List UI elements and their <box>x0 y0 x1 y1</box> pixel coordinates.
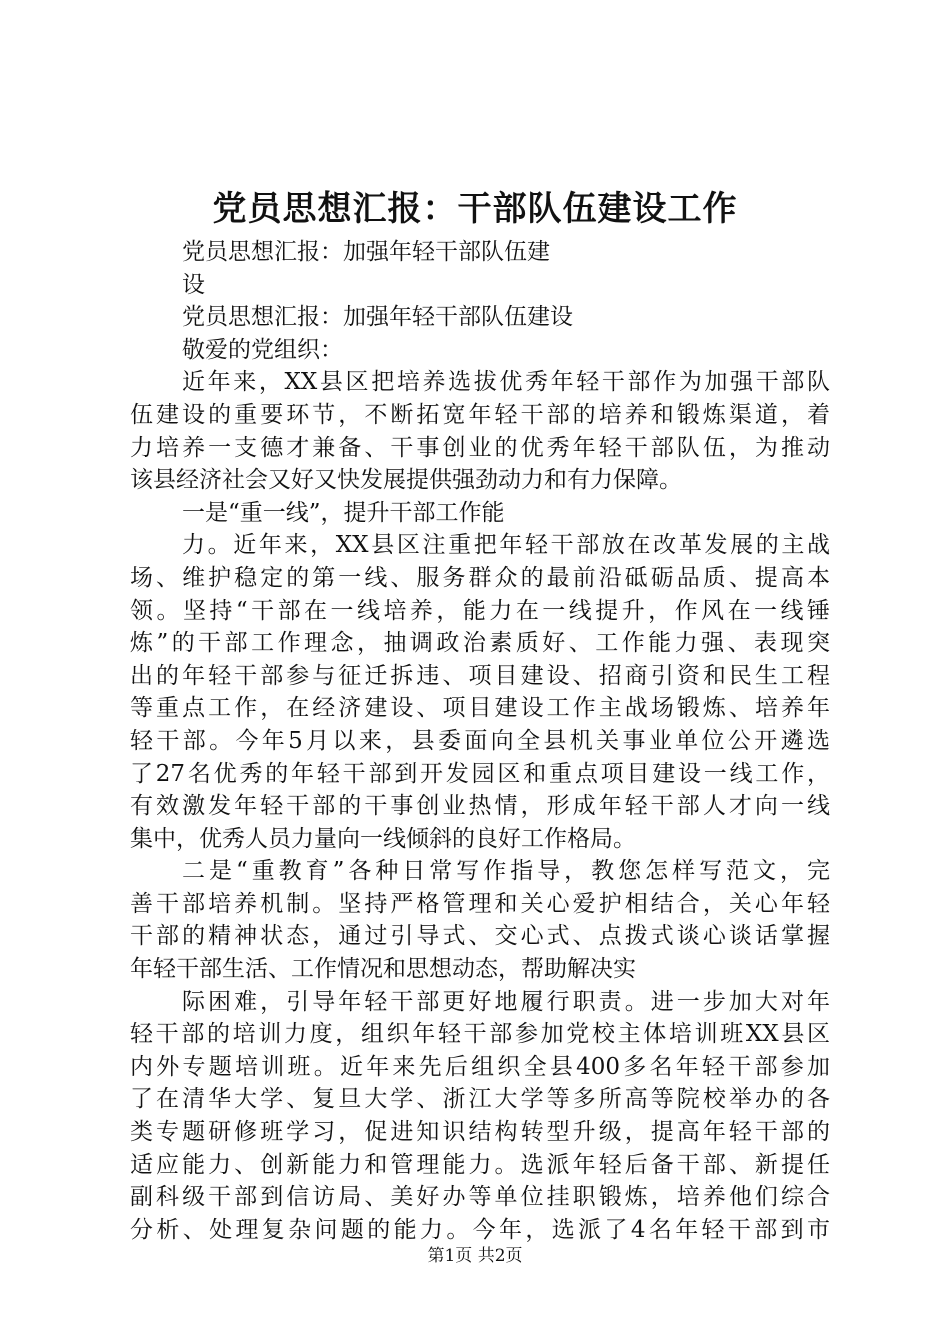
text-line: 党员思想汇报：加强年轻干部队伍建设 <box>182 304 573 331</box>
page-footer: 第1页 共2页 <box>427 1246 523 1266</box>
text-line: 适应能力、创新能力和管理能力。选派年轻后备干部、新提任 <box>130 1151 830 1178</box>
text-line: 力。近年来，XX县区注重把年轻干部放在改革发展的主战 <box>182 532 830 559</box>
text-line: 有效激发年轻干部的干事创业热情，形成年轻干部人才向一线 <box>130 793 830 820</box>
text-line: 等重点工作，在经济建设、项目建设工作主战场锻炼、培养年 <box>130 695 830 722</box>
text-line: 二是“重教育”各种日常写作指导，教您怎样写范文，完 <box>182 858 830 885</box>
text-line: 设 <box>182 271 205 298</box>
text-line: 出的年轻干部参与征迁拆违、项目建设、招商引资和民生工程 <box>130 662 830 689</box>
text-line: 近年来，XX县区把培养选拔优秀年轻干部作为加强干部队 <box>182 369 830 396</box>
text-line: 善干部培养机制。坚持严格管理和关心爱护相结合，关心年轻 <box>130 890 830 917</box>
text-line: 力培养一支德才兼备、干事创业的优秀年轻干部队伍，为推动 <box>130 434 830 461</box>
text-line: 分析、处理复杂问题的能力。今年，选派了4名年轻干部到市 <box>130 1216 830 1243</box>
text-line: 该县经济社会又好又快发展提供强劲动力和有力保障。 <box>130 467 682 494</box>
text-line: 轻干部的培训力度，组织年轻干部参加党校主体培训班XX县区 <box>130 1021 830 1048</box>
text-line: 敬爱的党组织： <box>182 336 343 363</box>
text-line: 领。坚持“干部在一线培养，能力在一线提升，作风在一线锤 <box>130 597 830 624</box>
text-line: 党员思想汇报：加强年轻干部队伍建 <box>182 239 550 265</box>
text-line: 际困难，引导年轻干部更好地履行职责。进一步加大对年 <box>182 988 830 1015</box>
text-line: 了27名优秀的年轻干部到开发园区和重点项目建设一线工作， <box>130 760 830 787</box>
text-line: 场、维护稳定的第一线、服务群众的最前沿砥砺品质、提高本 <box>130 564 830 591</box>
text-line: 了在清华大学、复旦大学、浙江大学等多所高等院校举办的各 <box>130 1086 830 1113</box>
text-line: 干部的精神状态，通过引导式、交心式、点拨式谈心谈话掌握 <box>130 923 830 950</box>
text-line: 年轻干部生活、工作情况和思想动态，帮助解决实 <box>130 956 636 983</box>
document-title: 党员思想汇报：干部队伍建设工作 <box>212 189 738 229</box>
text-line: 轻干部。今年5月以来，县委面向全县机关事业单位公开遴选 <box>130 727 830 754</box>
text-line: 副科级干部到信访局、美好办等单位挂职锻炼，培养他们综合 <box>130 1184 830 1211</box>
text-line: 类专题研修班学习，促进知识结构转型升级，提高年轻干部的 <box>130 1119 830 1146</box>
text-line: 伍建设的重要环节，不断拓宽年轻干部的培养和锻炼渠道，着 <box>130 401 830 428</box>
text-line: 一是“重一线”，提升干部工作能 <box>182 499 505 526</box>
text-line: 内外专题培训班。近年来先后组织全县400多名年轻干部参加 <box>130 1053 830 1080</box>
document-body <box>130 236 830 1246</box>
text-line: 炼”的干部工作理念，抽调政治素质好、工作能力强、表现突 <box>130 630 830 657</box>
text-line: 集中，优秀人员力量向一线倾斜的良好工作格局。 <box>130 825 636 852</box>
